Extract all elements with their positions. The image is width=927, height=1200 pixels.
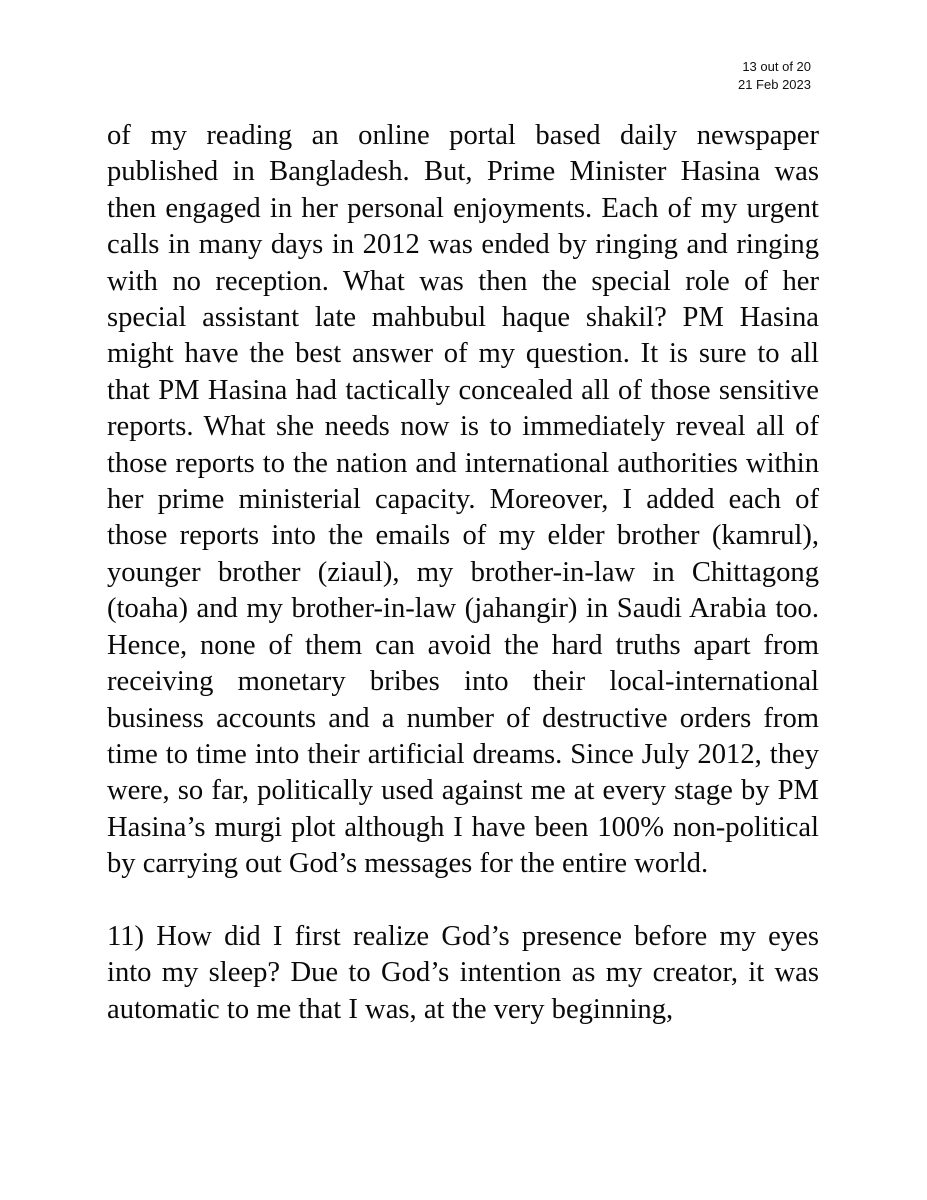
paragraph-question-11: 11) How did I first realize God’s presence before my eyes into my sleep? Due to God’s intention as my creator, it was automatic to me that I was, at the very beginning, [107,920,819,1025]
paragraph-continuation: of my reading an online portal based daily newspaper published in Bangladesh. But, Prime Minister Hasina was then engaged in her personal enjoyments. Each of my urgent calls in many days in 2012 was ended by ringing and ringing with no reception. What was then the special role of her special assistant late mahbubul haque shakil? PM Hasina might have the best answer of my question. It is sure to all that PM Hasina had tactically concealed all of those sensitive reports. What she needs now is to immediately reveal all of those reports to the nation and international authorities within her prime ministerial capacity. Moreover, I added each of those reports into the emails of my elder brother (kamrul), younger brother (ziaul), my brother-in-law in Chittagong (toaha) and my brother-in-law (jahangir) in Saudi Arabia too. Hence, none of them can avoid the hard truths apart from receiving monetary bribes into their local-international business accounts and a number of destructive orders from time to time into their artificial dreams. Since July 2012, they were, so far, politically used against me at every stage by PM Hasina’s murgi plot although I have been 100% non-political by carrying out God’s messages for the entire world. [107,120,819,880]
page-date: 21 Feb 2023 [737,77,811,92]
page-header [738,58,811,94]
document-body [107,118,819,1028]
page-counter: 13 out of 20 [742,59,811,74]
